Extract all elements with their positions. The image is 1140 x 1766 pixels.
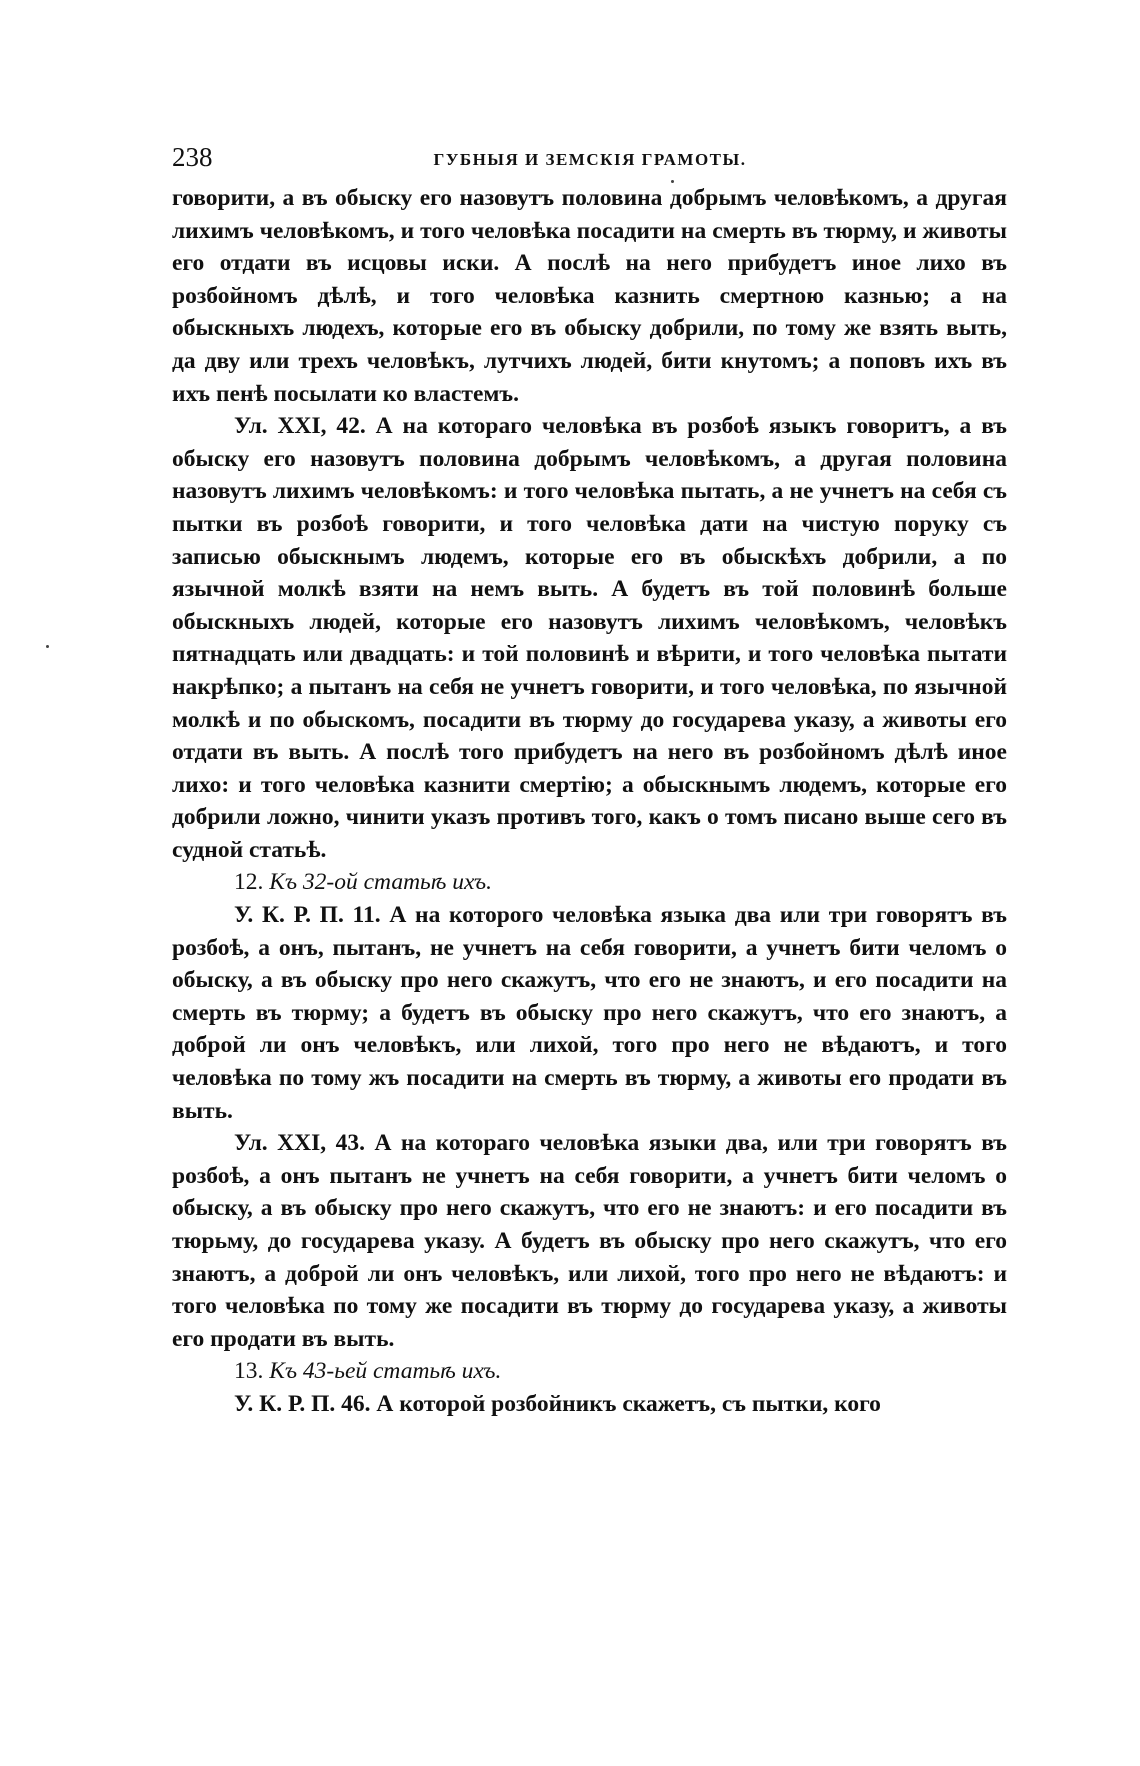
page-header <box>172 142 1007 182</box>
paragraph: У. К. Р. П. 46. А которой розбойникъ скажетъ, съ пытки, кого <box>234 1390 881 1417</box>
paragraph: Ул. XXI, 42. А на котораго человѣка въ розбоѣ языкъ говоритъ, а въ обыску его назовутъ половина добрымъ человѣкомъ, а другая половина назовутъ лихимъ человѣкомъ: и того человѣка пытать, а не учнетъ на себя съ пытки въ розбоѣ говорити, и того человѣка дати на чистую поруку съ записью обыскнымъ людемъ, которые его въ обыскѣхъ добрили, а по язычной молкѣ взяти на немъ выть. А будетъ въ той половинѣ больше обыскныхъ людей, которые его назовутъ лихимъ человѣкомъ, человѣкъ пятнадцать или двадцать: и той половинѣ и вѣрити, и того человѣка пытати накрѣпко; а пытанъ на себя не учнетъ говорити, и того человѣка, по язычной молкѣ и по обыскомъ, посадити въ тюрму до государева указу, а животы его отдати въ выть. А послѣ того прибудетъ на него въ розбойномъ дѣлѣ иное лихо: и того человѣка казнити смертію; а обыскнымъ людемъ, которые его добрили ложно, чинити указъ противъ того, какъ о томъ писано выше сего въ судной статьѣ. <box>172 413 1007 863</box>
page-number: 238 <box>172 142 213 172</box>
book-page <box>172 142 1007 1421</box>
body-text <box>172 182 1007 1421</box>
scan-speck <box>46 645 49 648</box>
paragraph: говорити, а въ обыску его назовутъ половина добрымъ человѣкомъ, а другая лихимъ человѣкомъ, и того человѣка посадити на смерть въ тюрму, и животы его отдати въ исцовы иски. А послѣ на него прибудетъ иное лихо въ розбойномъ дѣлѣ, и того человѣка казнить смертною казнью; а на обыскныхъ людехъ, которые его въ обыску добрили, по тому же взять выть, да дву или трехъ человѣкъ, лутчихъ людей, бити кнутомъ; а поповъ ихъ въ ихъ пенѣ посылати ко властемъ. <box>172 185 1007 407</box>
section-heading <box>172 866 1007 899</box>
running-title: ГУБНЫЯ И ЗЕМСКІЯ ГРАМОТЫ. <box>433 150 747 169</box>
section-title: Къ 43-ьей статьѣ ихъ. <box>269 1358 502 1385</box>
section-number: 13. <box>234 1358 264 1385</box>
section-number: 12. <box>234 869 264 896</box>
paragraph: У. К. Р. П. 11. А на которого человѣка языка два или три говорятъ въ розбоѣ, а онъ, пытанъ, не учнетъ на себя говорити, а учнетъ бити челомъ о обыску, а въ обыску про него скажутъ, что его не знаютъ, и его посадити на смерть въ тюрму; а будетъ въ обыску про него скажутъ, что его знаютъ, а доброй ли онъ человѣкъ, или лихой, того про него не вѣдаютъ, и того человѣка по тому жъ посадити на смерть въ тюрму, а животы его продати въ выть. <box>172 902 1007 1124</box>
section-heading <box>172 1355 1007 1388</box>
paragraph: Ул. XXI, 43. А на котораго человѣка языки два, или три говорятъ въ розбоѣ, а онъ пытанъ не учнетъ на себя говорити, а учнетъ бити челомъ о обыску, а въ обыску про него скажутъ, что его не знаютъ: и его посадити въ тюрьму, до государева указу. А будетъ въ обыску про него скажутъ, что его знаютъ, а доброй ли онъ человѣкъ, или лихой, того про него не вѣдаютъ: и того человѣка по тому же посадити въ тюрму до государева указу, а животы его продати въ выть. <box>172 1130 1007 1352</box>
section-title: Къ 32-ой статьѣ ихъ. <box>269 869 492 896</box>
scan-speck <box>671 180 674 183</box>
